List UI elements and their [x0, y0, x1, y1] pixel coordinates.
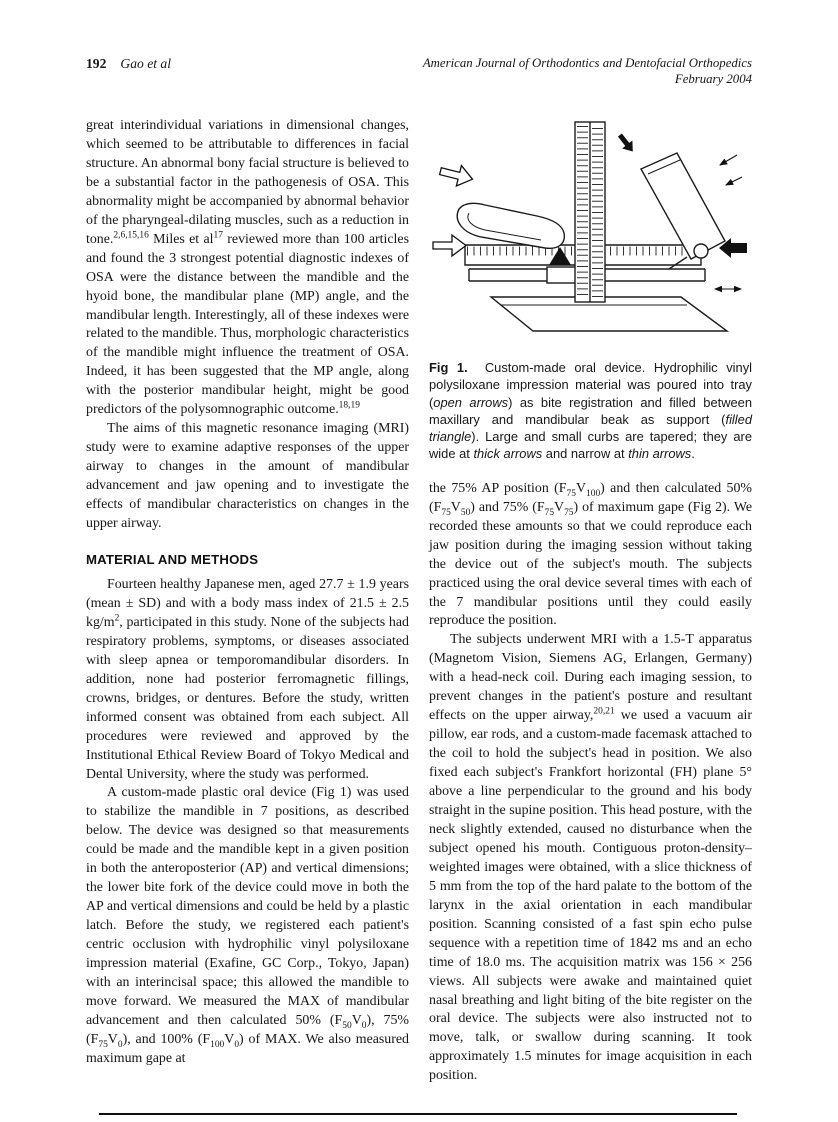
open-arrow-icon: [433, 235, 466, 256]
issue-date: February 2004: [674, 71, 752, 86]
figure-1-caption: Fig 1. Custom-made oral device. Hydrophilic vinyl polysiloxane impression material was poured into tray (open arrows) as bite registration and filled between maxillary and mandibular beak as support (filled triangle). Large and small curbs are tapered; they are wide at thick arrows and narrow at thin arrows.: [429, 360, 753, 462]
plate-knob: [694, 244, 708, 258]
paragraph: the 75% AP position $(F_{75}V_{100})$ and then calculated 50% $(F_{75}V_{50})$ and 75% $(F_{75}V_{75})$ of maximum gape (Fig 2). We recorded these amounts so that we could reproduce each jaw position during the imaging session without taking the device out of the subject's mouth. The subjects practiced using the oral device several times with each of the 7 mandibular positions until they could easily reproduce the position.: [429, 480, 752, 629]
page-bottom-rule: [99, 1113, 737, 1115]
thin-arrow-icon: [726, 177, 742, 185]
base-plate: [491, 297, 727, 331]
paragraph: A custom-made plastic oral device (Fig 1) was used to stabilize the mandible in 7 positions, as described below. The device was designed so that measurements could be made and the mandible kept in a given position in both the anteroposterior (AP) and vertical dimensions; the lower bite fork of the device could move in both the AP and vertical dimensions and could be held by a plastic latch. Before the study, we registered each patient's centric occlusion with hydrophilic vinyl polysiloxane impression material (Exafine, GC Corp., Tokyo, Japan) with an interincisal space; this allowed the mandible to move forward. We measured the MAX of mandibular advancement and then calculated 50% $(F_{50}V_0)$, 75% $(F_{75}V_0)$, and 100% $(F_{100}V_0)$ of MAX. We also measured maximum gape at: [86, 785, 409, 1066]
running-header-right: [423, 56, 752, 88]
thick-arrow-icon: [615, 131, 638, 156]
running-author: Gao et al: [120, 56, 171, 71]
running-header-left: [86, 56, 171, 72]
paragraph: great interindividual variations in dimensional changes, which seemed to be attributable to differences in facial structure. An abnormal bony facial structure is believed to be a substantial factor in the pathogenesis of OSA. This abnormality might be accompanied by abnormal behavior of the pharyngeal-dilating muscles, such as a reduction in tone.$^{2,6,15,16}$ Miles et $al^{17}$ reviewed more than 100 articles and found the 3 strongest potential diagnostic indexes of OSA were the distance between the mandible and the hyoid bone, the mandibular plane (MP) angle, and the mandibular length. Interestingly, all of these indexes were related to the mandible. Thus, morphologic characteristics of the mandible might influence the treatment of OSA. Indeed, it has been suggested that the MP angle, along with the posterior mandibular height, might be good predictors of the polysomnographic outcome.$^{18,19}$: [86, 118, 409, 418]
thin-arrow-icon: [720, 155, 737, 165]
open-arrow-icon: [438, 161, 475, 189]
right-column: [429, 117, 752, 1086]
two-column-body: [86, 117, 752, 1086]
tilted-plate: [641, 153, 725, 259]
figure-1: [429, 117, 752, 463]
running-header: [86, 56, 752, 88]
figure-1-illustration: [429, 117, 752, 349]
paragraph: Fourteen healthy Japanese men, aged 27.7 ± 1.9 years (mean ± SD) and with a body mass index of 21.5 ± 2.5 $kg/m^2$, participated in this study. None of the subjects had respiratory problems, symptoms, or diseases associated with sleep apnea or temporomandibular disorders. In addition, none had posterior ferromagnetic fillings, crowns, bridges, or dentures. Before the study, written informed consent was obtained from each subject. All procedures were reviewed and approved by the Institutional Ethical Review Board of Tokyo Medical and Dental University, where the study was performed.: [86, 576, 409, 782]
left-column: [86, 117, 409, 1086]
section-heading-material-and-methods: MATERIAL AND METHODS: [86, 551, 259, 567]
journal-title: American Journal of Orthodontics and Dentofacial Orthopedics: [422, 56, 752, 70]
paragraph: The aims of this magnetic resonance imaging (MRI) study were to examine adaptive responses of the upper airway to changes in the amount of mandibular advancement and jaw opening and to investigate the effects of mandibular characteristics on changes in the upper airway.: [86, 421, 409, 532]
paragraph: The subjects underwent MRI with a 1.5-T apparatus (Magnetom Vision, Siemens AG, Erlangen, Germany) with a head-neck coil. During each imaging session, to prevent changes in the patient's posture and resultant effects on the upper airway,$^{20,21}$ we used a vacuum air pillow, ear rods, and a custom-made facemask attached to the coil to hold the subject's head in position. We also fixed each subject's Frankfort horizontal (FH) plane 5° above a line perpendicular to the ground and his body straight in the supine position. This head posture, with the neck slightly extended, caused no disturbance when the subject opened his mouth. Contiguous proton-density–weighted images were obtained, with a slice thickness of 5 mm from the top of the hard palate to the bottom of the larynx in the axial orientation in each mandibular position. Scanning consisted of a fast spin echo pulse sequence with a repetition time of 1842 ms and an echo time of 18.0 ms. The acquisition matrix was 156 × 256 views. All subjects were awake and maintained quiet nasal breathing and light biting of the bite register on the oral device. The subjects were also instructed not to move, talk, or swallow during scanning. It took approximately 1.5 minutes for image acquisition in each position.: [429, 632, 752, 1084]
page-number: 192: [86, 56, 107, 71]
